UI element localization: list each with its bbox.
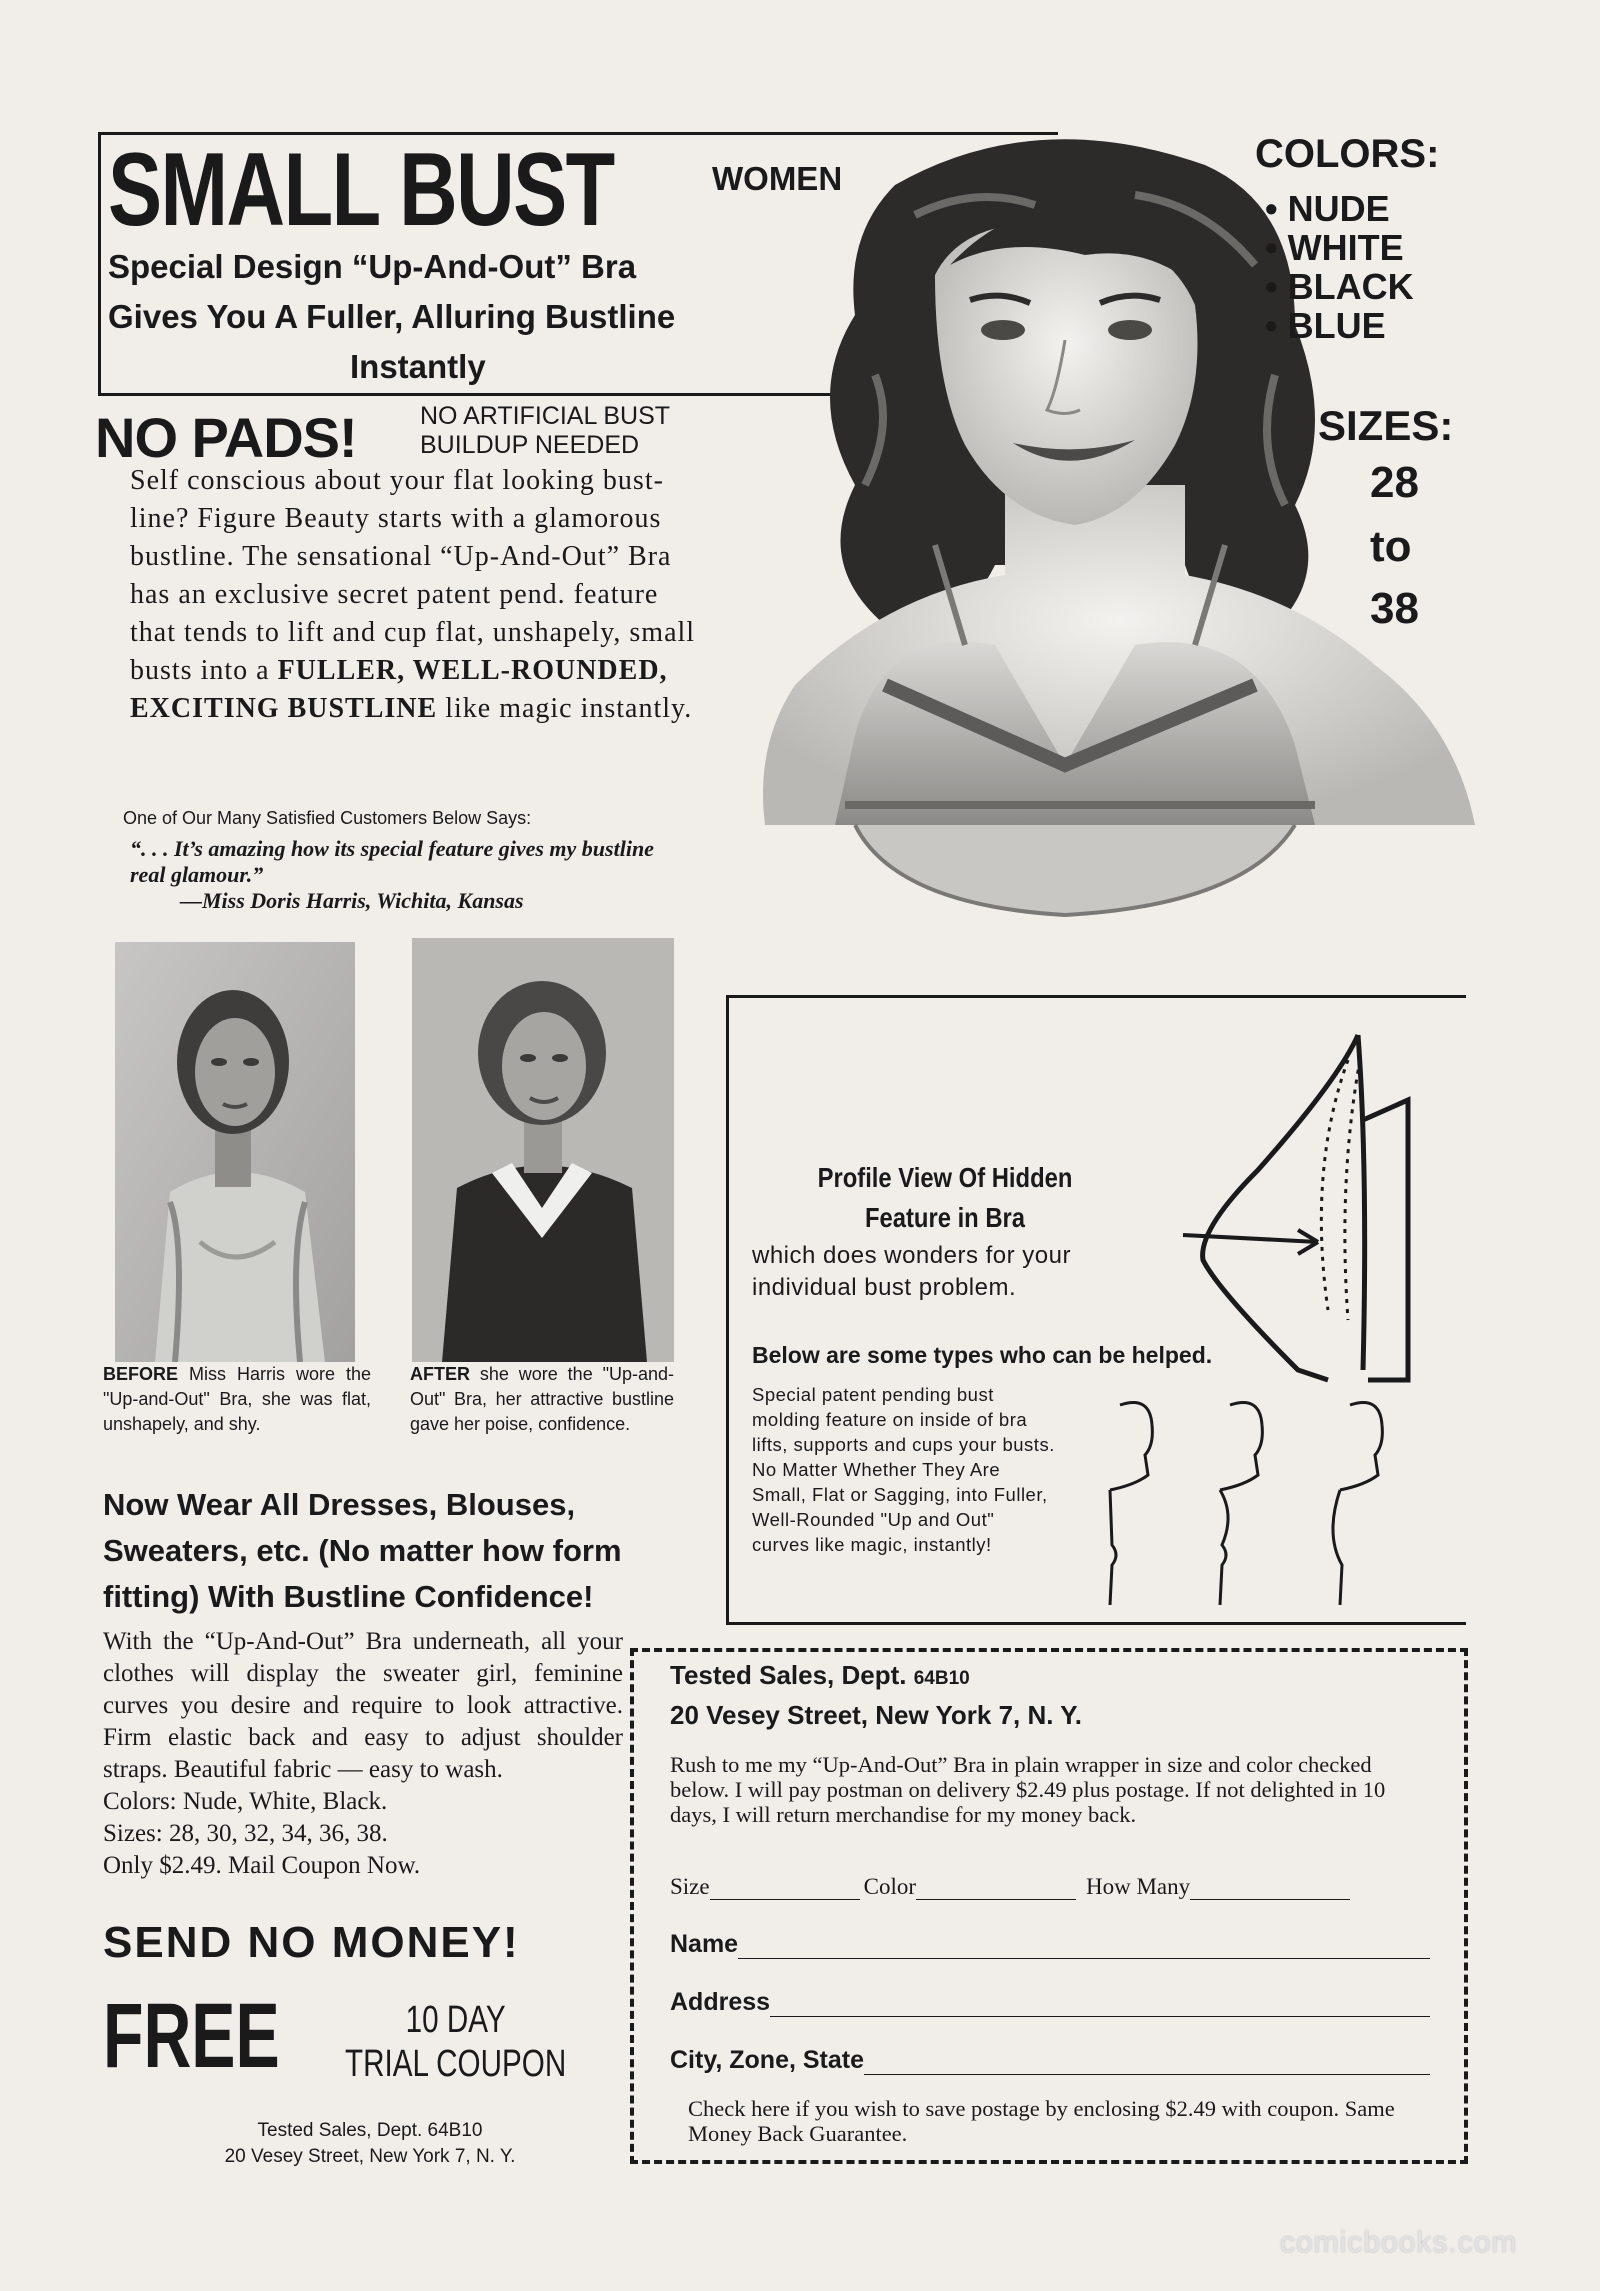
before-label: BEFORE — [103, 1364, 179, 1384]
coupon-order-text: Rush to me my “Up-And-Out” Bra in plain wrapper in size and color checked below. I will pay postman on delivery $2.49 plus postage. If not delighted in 10 days, I will return merchandise for my money back. — [670, 1752, 1386, 1827]
sizes-line1: 28 — [1370, 458, 1419, 507]
coupon-name-row — [670, 1930, 1430, 1959]
colors-label: COLORS: — [1255, 132, 1440, 176]
coupon-city-row — [670, 2046, 1430, 2075]
coupon-check-text: Check here if you wish to save postage by enclosing $2.49 with coupon. Same Money Back Guarantee. — [688, 2096, 1395, 2146]
headline-subtitle-line3: Instantly — [350, 348, 486, 385]
coupon-company — [670, 1660, 970, 1691]
profile-heading: Profile View Of Hidden Feature in Bra — [817, 1162, 1073, 1233]
no-pads-note-line2: BUILDUP NEEDED — [420, 430, 640, 459]
name-label: Name — [670, 1930, 739, 1958]
color-field[interactable] — [916, 1879, 1076, 1900]
testimonial-intro: One of Our Many Satisfied Customers Below Says: — [123, 808, 532, 828]
sizes-label: SIZES: — [1318, 402, 1454, 449]
coupon-size-row — [670, 1874, 1430, 1900]
send-no-money: SEND NO MONEY! — [103, 1918, 520, 1967]
before-photo — [115, 942, 355, 1362]
body-copy-ending: like magic instantly. — [437, 693, 693, 724]
headline-title: SMALL BUST — [108, 132, 614, 248]
profile-diagram — [1178, 1020, 1428, 1390]
color-item-nude: • NUDE — [1265, 188, 1390, 229]
sizes-line2: to — [1370, 522, 1412, 571]
wear-colors-line: Colors: Nude, White, Black. — [103, 1788, 388, 1815]
small-address-line1: Tested Sales, Dept. 64B10 — [257, 2120, 483, 2141]
address-field[interactable] — [770, 1996, 1430, 2017]
small-address — [160, 2118, 580, 2170]
before-caption — [103, 1362, 371, 1437]
color-label: Color — [863, 1874, 916, 1899]
address-label: Address — [670, 1988, 771, 2016]
trial-coupon-label — [345, 1998, 566, 2086]
color-item-blue: • BLUE — [1265, 305, 1386, 346]
small-address-line2: 20 Vesey Street, New York 7, N. Y. — [224, 2146, 516, 2167]
no-pads-note — [420, 402, 740, 460]
body-copy-text: Self conscious about your flat looking bust-line? Figure Beauty starts with a glamorous bustline. The sensational “Up-And-Out” Bra has an exclusive secret patent pend. feature that tends to lift and cup flat, unshapely, small busts into a — [130, 465, 696, 686]
color-item-white: • WHITE — [1265, 227, 1404, 268]
below-types: Below are some types who can be helped. — [752, 1342, 1213, 1368]
free-label: FREE — [103, 1985, 280, 2087]
sizes-line3: 38 — [1370, 584, 1419, 633]
coupon-dept: 64B10 — [913, 1668, 970, 1689]
silhouettes — [1090, 1395, 1450, 1605]
no-pads-heading: NO PADS! — [95, 406, 357, 469]
testimonial-author: —Miss Doris Harris, Wichita, Kansas — [180, 888, 524, 913]
how-many-label: How Many — [1086, 1874, 1191, 1899]
watermark: comicbooks.com — [1280, 2226, 1518, 2259]
trial-line2: TRIAL COUPON — [345, 2043, 567, 2085]
after-label: AFTER — [410, 1364, 470, 1384]
how-many-field[interactable] — [1190, 1879, 1350, 1900]
patent-copy: Special patent pending bust molding feature on inside of bra lifts, supports and cups your busts. No Matter Whether They Are Small, Flat or Sagging, into Fuller, Well-Rounded "Up and Out" curves like magic, instantly! — [752, 1384, 1055, 1555]
wear-copy-text: With the “Up-And-Out” Bra underneath, all your clothes will display the sweater girl, feminine curves you desire and require to look attractive. Firm elastic back and easy to adjust shoulder straps. Beautiful fabric — easy to wash. — [103, 1628, 623, 1783]
no-pads-note-line1: NO ARTIFICIAL BUST — [420, 402, 671, 430]
after-photo — [412, 938, 674, 1362]
profile-copy: which does wonders for your individual bust problem. — [752, 1242, 1071, 1301]
city-label: City, Zone, State — [670, 2046, 865, 2074]
after-text: she wore the "Up-and-Out" Bra, her attractive bustline gave her poise, confidence. — [410, 1364, 674, 1434]
coupon-street: 20 Vesey Street, New York 7, N. Y. — [670, 1700, 1082, 1730]
body-copy-emphasis: FULLER, WELL-ROUNDED, EXCITING BUSTLINE — [130, 655, 668, 724]
wear-heading: Now Wear All Dresses, Blouses, Sweaters, etc. (No matter how form fitting) With Bustline Confidence! — [103, 1487, 622, 1614]
name-field[interactable] — [738, 1938, 1430, 1959]
size-field[interactable] — [710, 1879, 860, 1900]
testimonial-quote: “. . . It’s amazing how its special feature gives my bustline real glamour.” — [130, 836, 654, 887]
coupon-address-row — [670, 1988, 1430, 2017]
trial-line1: 10 DAY — [405, 1999, 506, 2041]
color-item-black: • BLACK — [1265, 266, 1414, 307]
headline-subtitle-line1: Special Design “Up-And-Out” Bra — [108, 248, 637, 285]
headline-subtitle-line2: Gives You A Fuller, Alluring Bustline — [108, 298, 676, 335]
after-caption — [410, 1362, 674, 1437]
size-label: Size — [670, 1874, 710, 1899]
wear-copy — [103, 1626, 623, 1882]
city-field[interactable] — [864, 2054, 1430, 2075]
wear-sizes-line: Sizes: 28, 30, 32, 34, 36, 38. — [103, 1820, 388, 1847]
wear-price-line: Only $2.49. Mail Coupon Now. — [103, 1852, 421, 1879]
body-copy — [130, 462, 700, 728]
before-text: Miss Harris wore the "Up-and-Out" Bra, she was flat, unshapely, and shy. — [103, 1364, 371, 1434]
coupon-company-name: Tested Sales, Dept. — [670, 1660, 907, 1690]
headline-title-suffix: WOMEN — [712, 160, 843, 197]
